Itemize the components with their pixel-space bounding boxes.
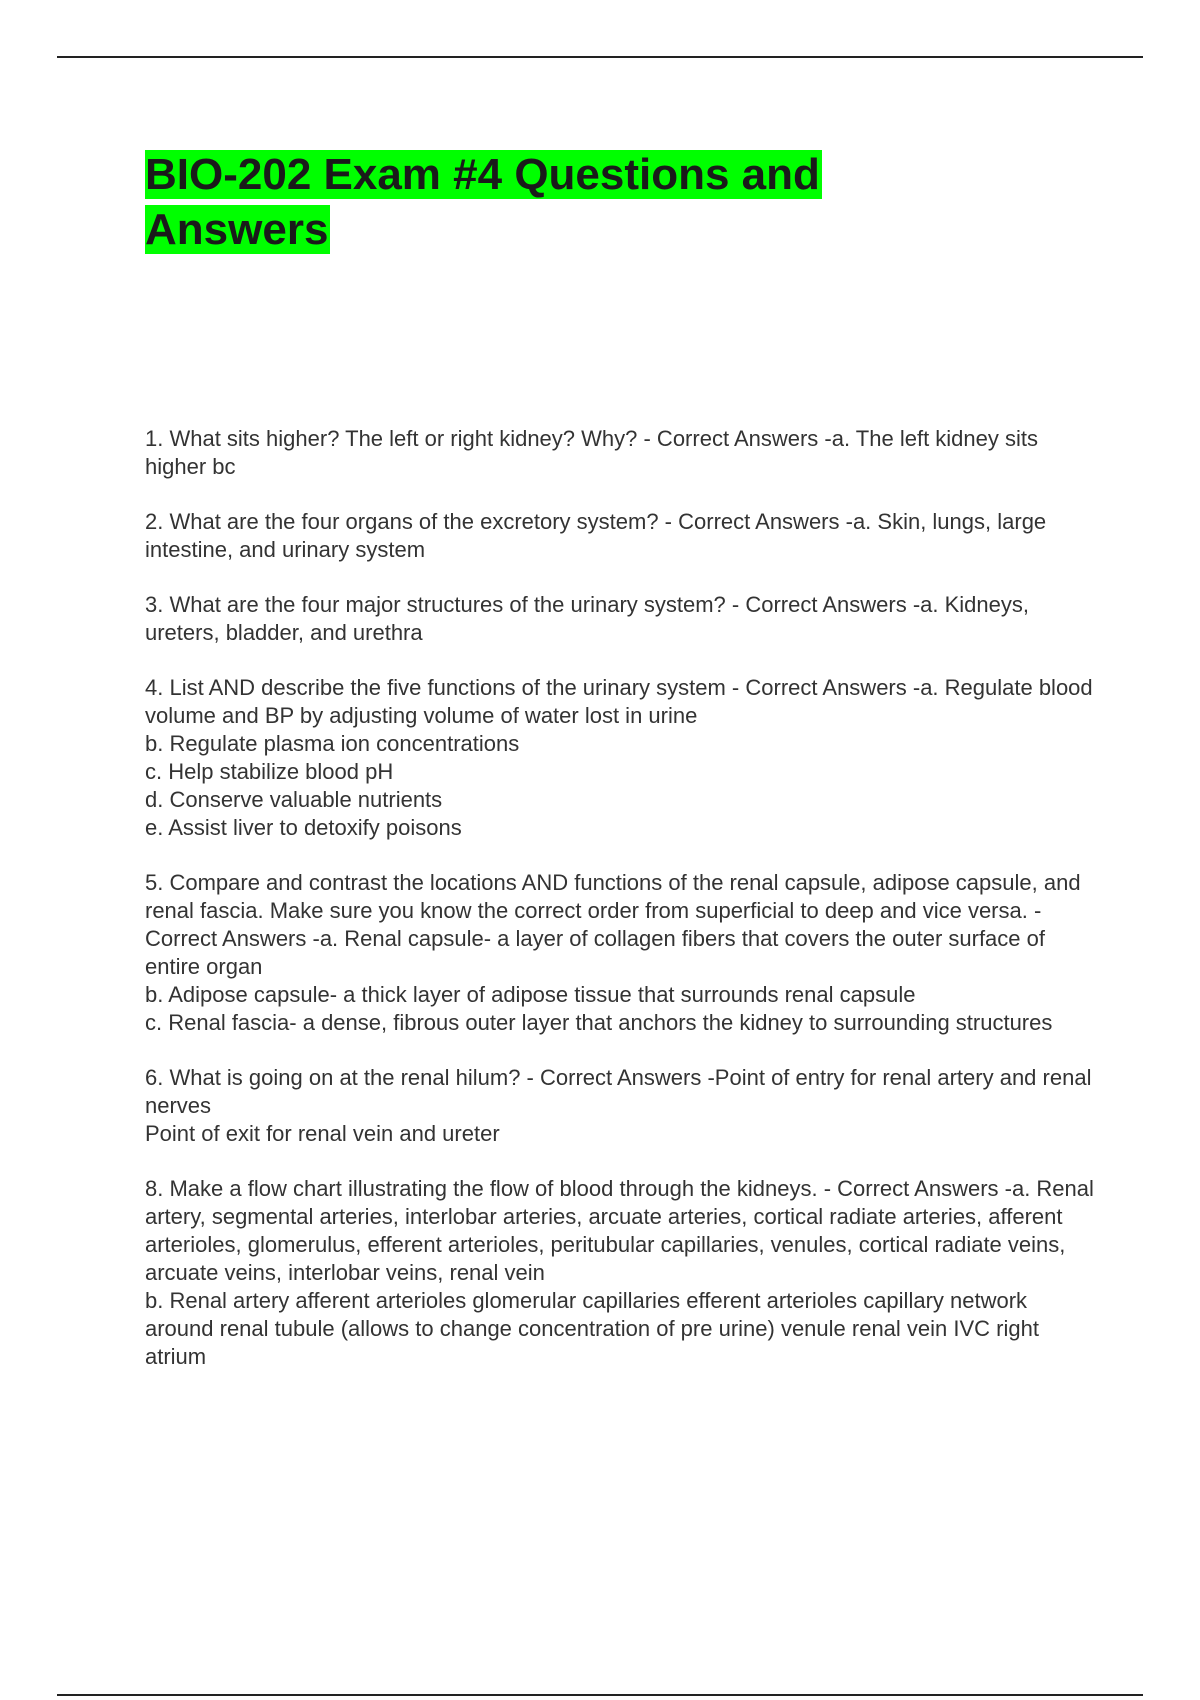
qa-answer-line: b. Renal artery afferent arterioles glomerular capillaries efferent arterioles capillary network around renal tubule (allows to change concentration of pre urine) venule renal vein IVC right atrium xyxy=(145,1288,1039,1369)
qa-question-line: 1. What sits higher? The left or right kidney? Why? - Correct Answers -a. The left kidney sits higher bc xyxy=(145,426,1038,479)
qa-list xyxy=(145,425,1095,1398)
qa-item xyxy=(145,674,1095,842)
title-block xyxy=(145,147,905,257)
qa-answer-line: d. Conserve valuable nutrients xyxy=(145,787,443,812)
qa-item xyxy=(145,869,1095,1037)
qa-item xyxy=(145,1175,1095,1371)
qa-answer-line: c. Renal fascia- a dense, fibrous outer layer that anchors the kidney to surrounding structures xyxy=(145,1010,1053,1035)
qa-answer-line: b. Regulate plasma ion concentrations xyxy=(145,731,520,756)
qa-answer-line: Point of exit for renal vein and ureter xyxy=(145,1121,500,1146)
qa-question-line: 2. What are the four organs of the excretory system? - Correct Answers -a. Skin, lungs, large intestine, and urinary system xyxy=(145,509,1047,562)
qa-answer-line: b. Adipose capsule- a thick layer of adipose tissue that surrounds renal capsule xyxy=(145,982,916,1007)
document-title xyxy=(145,147,905,257)
qa-question-line: 8. Make a flow chart illustrating the flow of blood through the kidneys. - Correct Answers -a. Renal artery, segmental arteries, interlobar arteries, arcuate arteries, cortical radiate arteries, afferent arterioles, glomerulus, efferent arterioles, peritubular capillaries, venules, cortical radiate veins, arcuate veins, interlobar veins, renal vein xyxy=(145,1176,1094,1285)
qa-item xyxy=(145,591,1095,647)
qa-question-line: 5. Compare and contrast the locations AND functions of the renal capsule, adipose capsule, and renal fascia. Make sure you know the correct order from superficial to deep and vice versa. - Correct Answers -a. Renal capsule- a layer of collagen fibers that covers the outer surface of entire organ xyxy=(145,870,1081,979)
qa-item xyxy=(145,1064,1095,1148)
qa-question-line: 4. List AND describe the five functions of the urinary system - Correct Answers -a. Regulate blood volume and BP by adjusting volume of water lost in urine xyxy=(145,675,1093,728)
qa-answer-line: c. Help stabilize blood pH xyxy=(145,759,394,784)
qa-item xyxy=(145,508,1095,564)
qa-item xyxy=(145,425,1095,481)
top-rule xyxy=(57,56,1143,58)
qa-question-line: 3. What are the four major structures of the urinary system? - Correct Answers -a. Kidneys, ureters, bladder, and urethra xyxy=(145,592,1029,645)
qa-question-line: 6. What is going on at the renal hilum? - Correct Answers -Point of entry for renal artery and renal nerves xyxy=(145,1065,1092,1118)
bottom-rule xyxy=(57,1694,1143,1696)
qa-answer-line: e. Assist liver to detoxify poisons xyxy=(145,815,462,840)
title-highlight: BIO-202 Exam #4 Questions and Answers xyxy=(145,150,820,254)
